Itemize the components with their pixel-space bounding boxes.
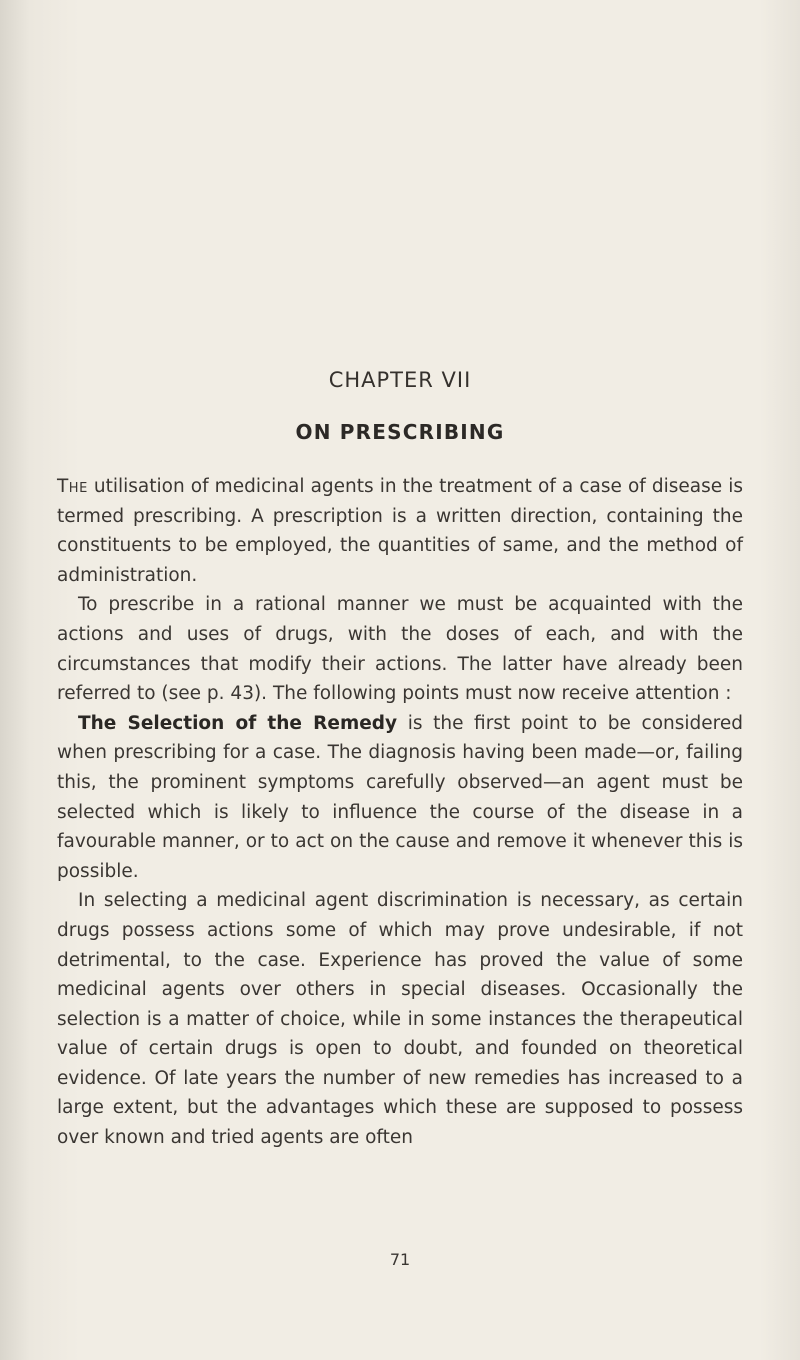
paragraph-4: [57, 886, 743, 1152]
paragraph-1-lead: The: [57, 476, 88, 497]
body-text: [57, 472, 743, 1153]
page-number: 71: [389, 1250, 411, 1269]
paragraph-2: [57, 590, 743, 708]
paragraph-1-text: utilisation of medicinal agents in the treatment of a case of disease is termed prescribing. A prescription is a written direction, containing the constituents to be employed, the quantities of same, and the method of administration.: [57, 476, 743, 586]
paragraph-2-text: To prescribe in a rational manner we must be acquainted with the actions and uses of drugs, with the doses of each, and with the circumstances that modify their actions. The latter have already been referred to (see p. 43). The following points must now receive attention :: [57, 594, 743, 705]
paragraph-1: [57, 472, 743, 590]
paragraph-3: [57, 709, 743, 887]
paragraph-4-text: In selecting a medicinal agent discrimination is necessary, as certain drugs possess actions some of which may prove undesirable, if not detrimental, to the case. Experience has proved the value of some medicinal agents over others in special diseases. Occasionally the selection is a matter of choice, while in some instances the therapeutical value of certain drugs is open to doubt, and founded on theoretical evidence. Of late years the number of new remedies has increased to a large extent, but the advantages which these are supposed to possess over known and tried agents are often: [57, 890, 743, 1149]
chapter-label: CHAPTER VII: [328, 368, 472, 392]
chapter-title: ON PRESCRIBING: [295, 420, 505, 444]
section-heading-selection-of-remedy: The Selection of the Remedy: [78, 712, 398, 734]
paragraph-3-text: is the first point to be considered when prescribing for a case. The diagnosis having been made—or, failing this, the prominent symptoms carefully observed—an agent must be selected which is likely to influence the course of the disease in a favourable manner, or to act on the cause and remove it whenever this is possible.: [57, 712, 743, 882]
